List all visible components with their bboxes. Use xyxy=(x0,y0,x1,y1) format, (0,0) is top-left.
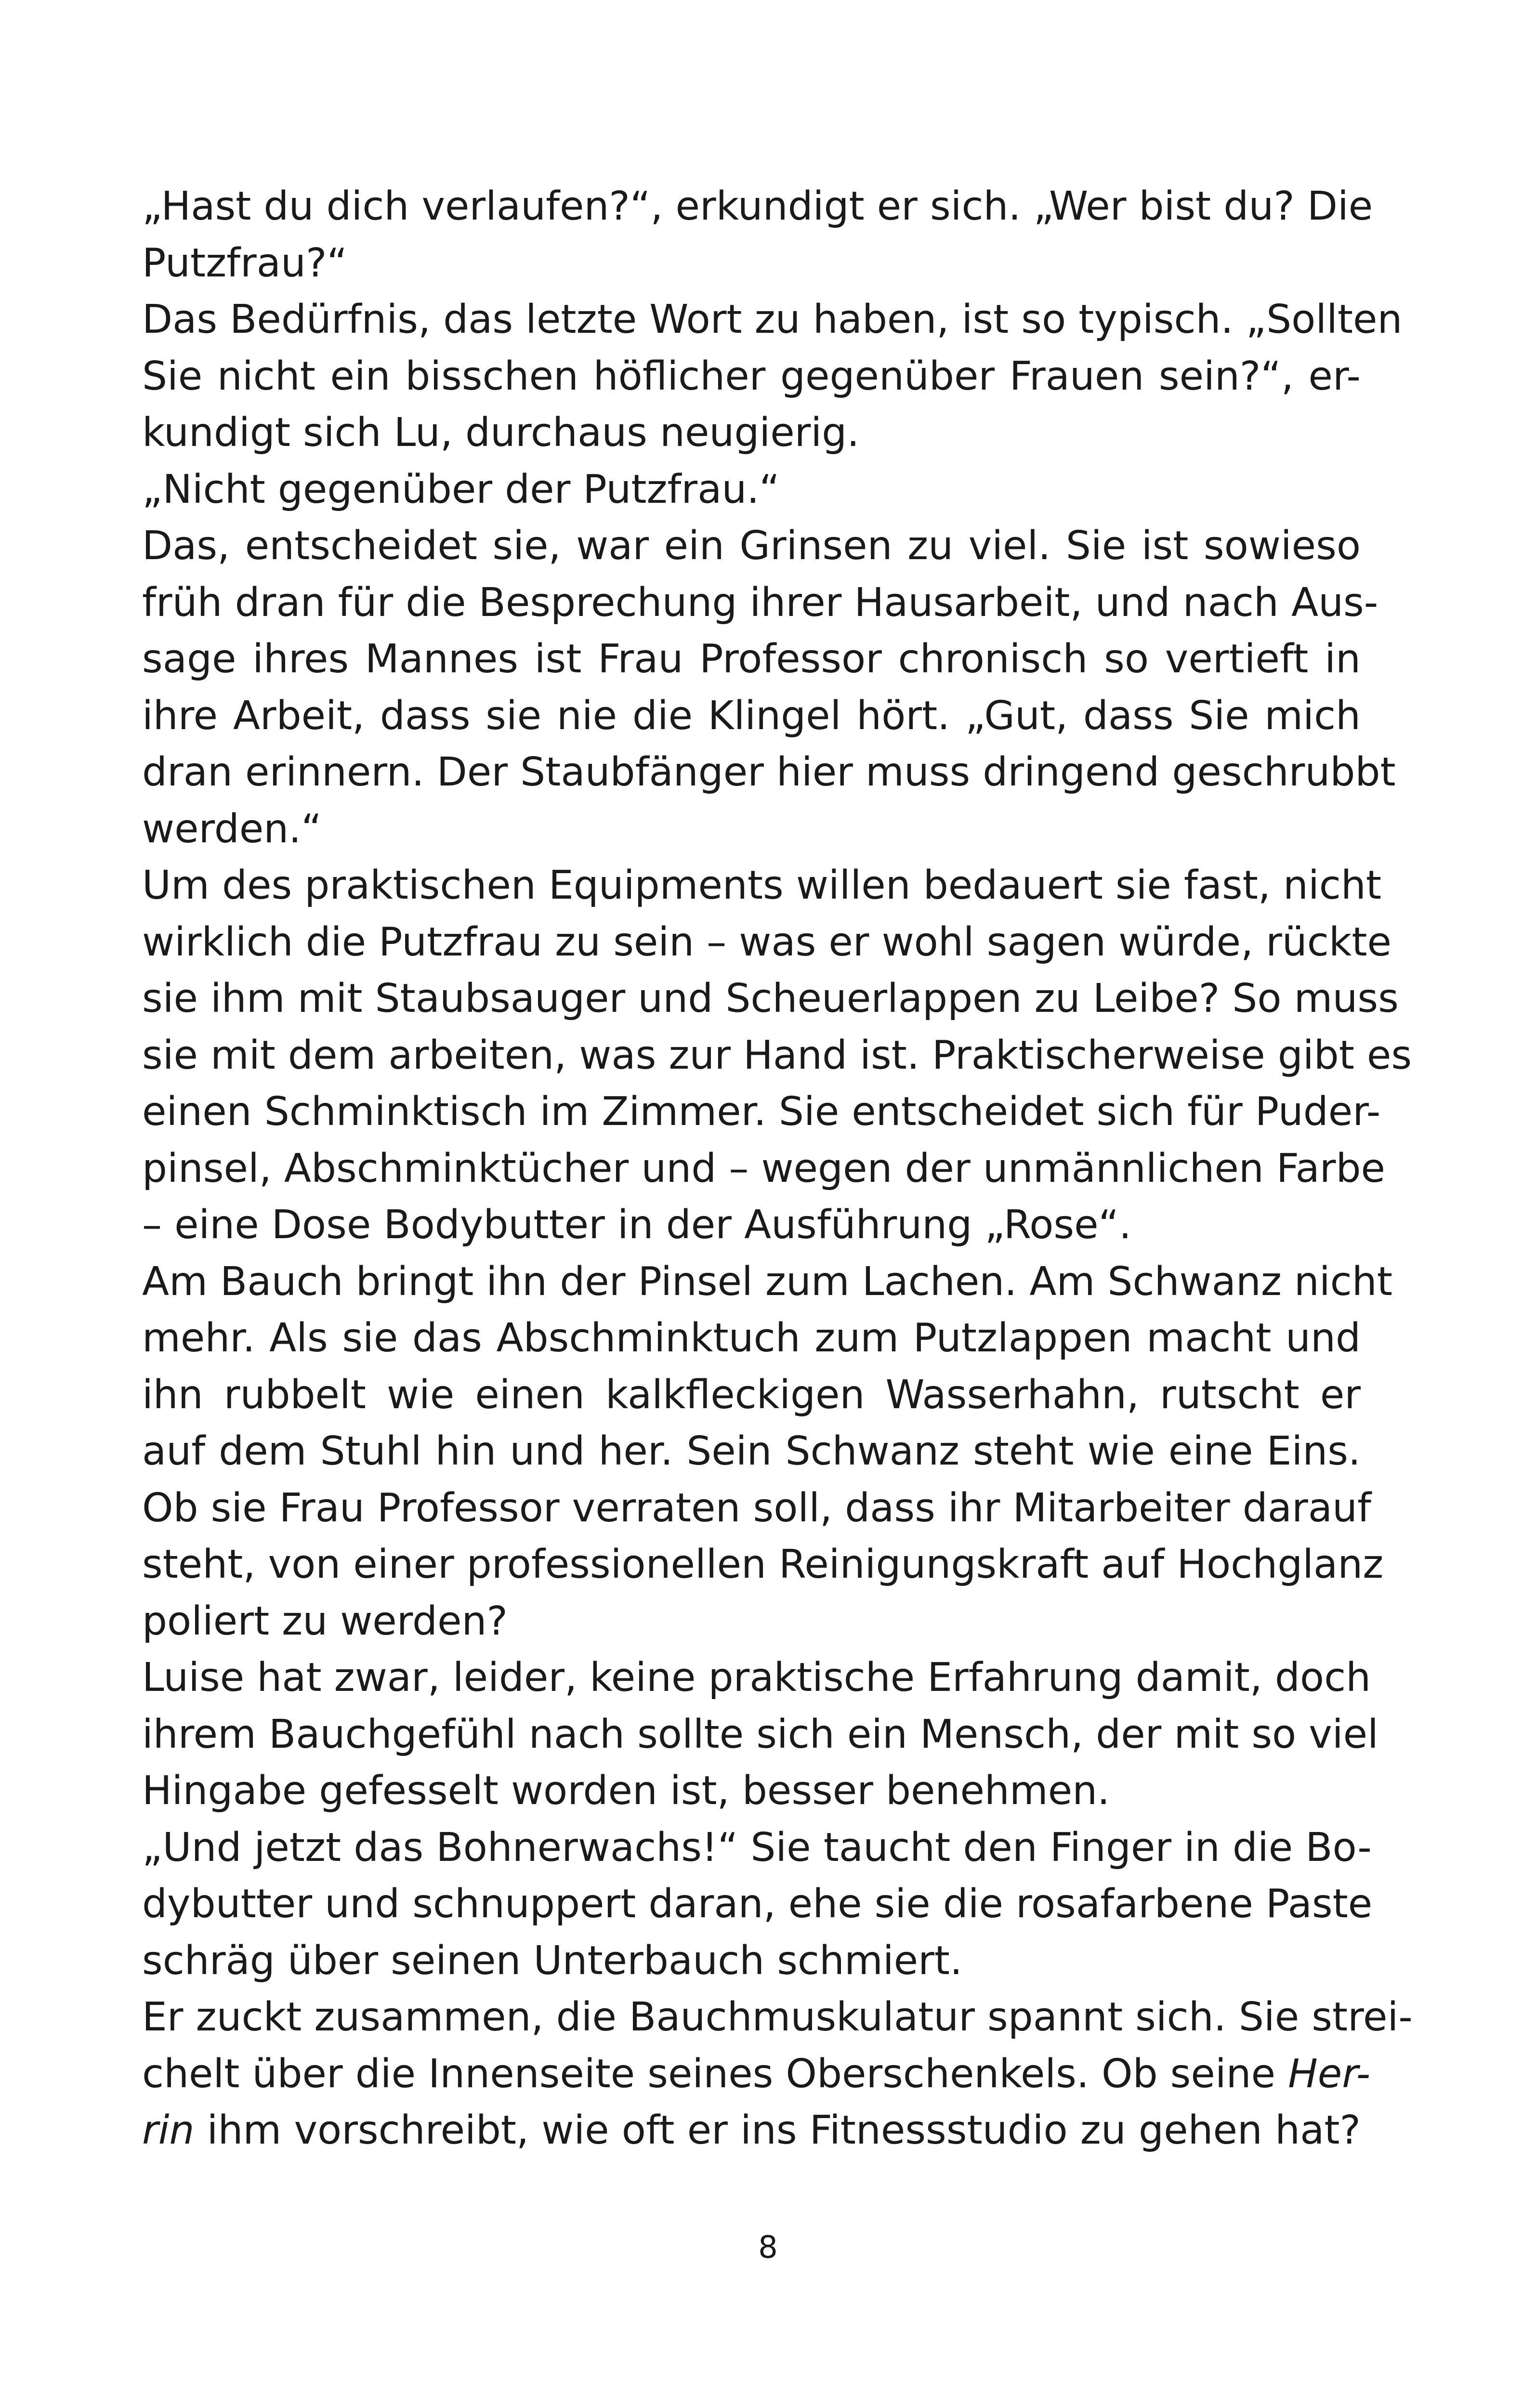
text-line: dybutter und schnuppert daran, ehe sie die rosafarbene Paste xyxy=(142,1881,1373,1927)
text-line: „Hast du dich verlaufen?“, erkundigt er sich. „Wer bist du? Die xyxy=(142,183,1373,229)
text-line: poliert zu werden? xyxy=(142,1598,508,1644)
page-number: 8 xyxy=(758,2230,778,2265)
text-line: „Nicht gegenüber der Putzfrau.“ xyxy=(142,466,780,512)
text-line: ihn rubbelt wie einen kalkfleckigen Wasserhahn, rutscht er xyxy=(142,1372,1361,1418)
text-line: rin ihm vorschreibt, wie oft er ins Fitnessstudio zu gehen hat? xyxy=(142,2107,1361,2153)
text-line: Putzfrau?“ xyxy=(142,240,347,286)
text-line: Am Bauch bringt ihn der Pinsel zum Lachen. Am Schwanz nicht xyxy=(142,1258,1392,1305)
text-line: chelt über die Innenseite seines Oberschenkels. Ob seine Her- xyxy=(142,2051,1371,2097)
text-line: werden.“ xyxy=(142,806,322,852)
text-line: einen Schminktisch im Zimmer. Sie entscheidet sich für Puder- xyxy=(142,1089,1381,1135)
text-line: sie ihm mit Staubsauger und Scheuerlappen zu Leibe? So muss xyxy=(142,976,1399,1021)
text-line: wirklich die Putzfrau zu sein – was er wohl sagen würde, rückte xyxy=(142,919,1392,965)
body-text xyxy=(142,178,1413,2159)
text-line: Ob sie Frau Professor verraten soll, dass ihr Mitarbeiter darauf xyxy=(142,1485,1371,1531)
text-line: sage ihres Mannes ist Frau Professor chronisch so vertieft in xyxy=(142,636,1361,682)
text-line: ihre Arbeit, dass sie nie die Klingel hört. „Gut, dass Sie mich xyxy=(142,693,1361,739)
text-line: mehr. Als sie das Abschminktuch zum Putzlappen macht und xyxy=(142,1315,1361,1361)
text-line: auf dem Stuhl hin und her. Sein Schwanz steht wie eine Eins. xyxy=(142,1428,1361,1474)
text-line: Das Bedürfnis, das letzte Wort zu haben, ist so typisch. „Sollten xyxy=(142,297,1403,342)
text-line: – eine Dose Bodybutter in der Ausführung „Rose“. xyxy=(142,1202,1132,1248)
text-line: pinsel, Abschminktücher und – wegen der unmännlichen Farbe xyxy=(142,1145,1385,1191)
text-line: steht, von einer professionellen Reinigungskraft auf Hochglanz xyxy=(142,1542,1384,1587)
text-line: dran erinnern. Der Staubfänger hier muss dringend geschrubbt xyxy=(142,749,1396,795)
text-line: ihrem Bauchgefühl nach sollte sich ein Mensch, der mit so viel xyxy=(142,1711,1378,1757)
text-line: Das, entscheidet sie, war ein Grinsen zu viel. Sie ist sowieso xyxy=(142,523,1361,569)
text-line: Luise hat zwar, leider, keine praktische Erfahrung damit, doch xyxy=(142,1655,1371,1701)
text-line: Hingabe gefesselt worden ist, besser benehmen. xyxy=(142,1768,1110,1814)
text-line: kundigt sich Lu, durchaus neugierig. xyxy=(142,410,860,456)
text-line: „Und jetzt das Bohnerwachs!“ Sie taucht den Finger in die Bo- xyxy=(142,1824,1372,1871)
text-line: Um des praktischen Equipments willen bedauert sie fast, nicht xyxy=(142,863,1381,908)
text-line: Er zuckt zusammen, die Bauchmuskulatur spannt sich. Sie strei- xyxy=(142,1994,1413,2040)
text-line: schräg über seinen Unterbauch schmiert. xyxy=(142,1937,963,1984)
text-line: früh dran für die Besprechung ihrer Hausarbeit, und nach Aus- xyxy=(142,579,1378,626)
text-line: sie mit dem arbeiten, was zur Hand ist. Praktischerweise gibt es xyxy=(142,1032,1412,1078)
text-line: Sie nicht ein bisschen höflicher gegenüber Frauen sein?“, er- xyxy=(142,353,1361,399)
